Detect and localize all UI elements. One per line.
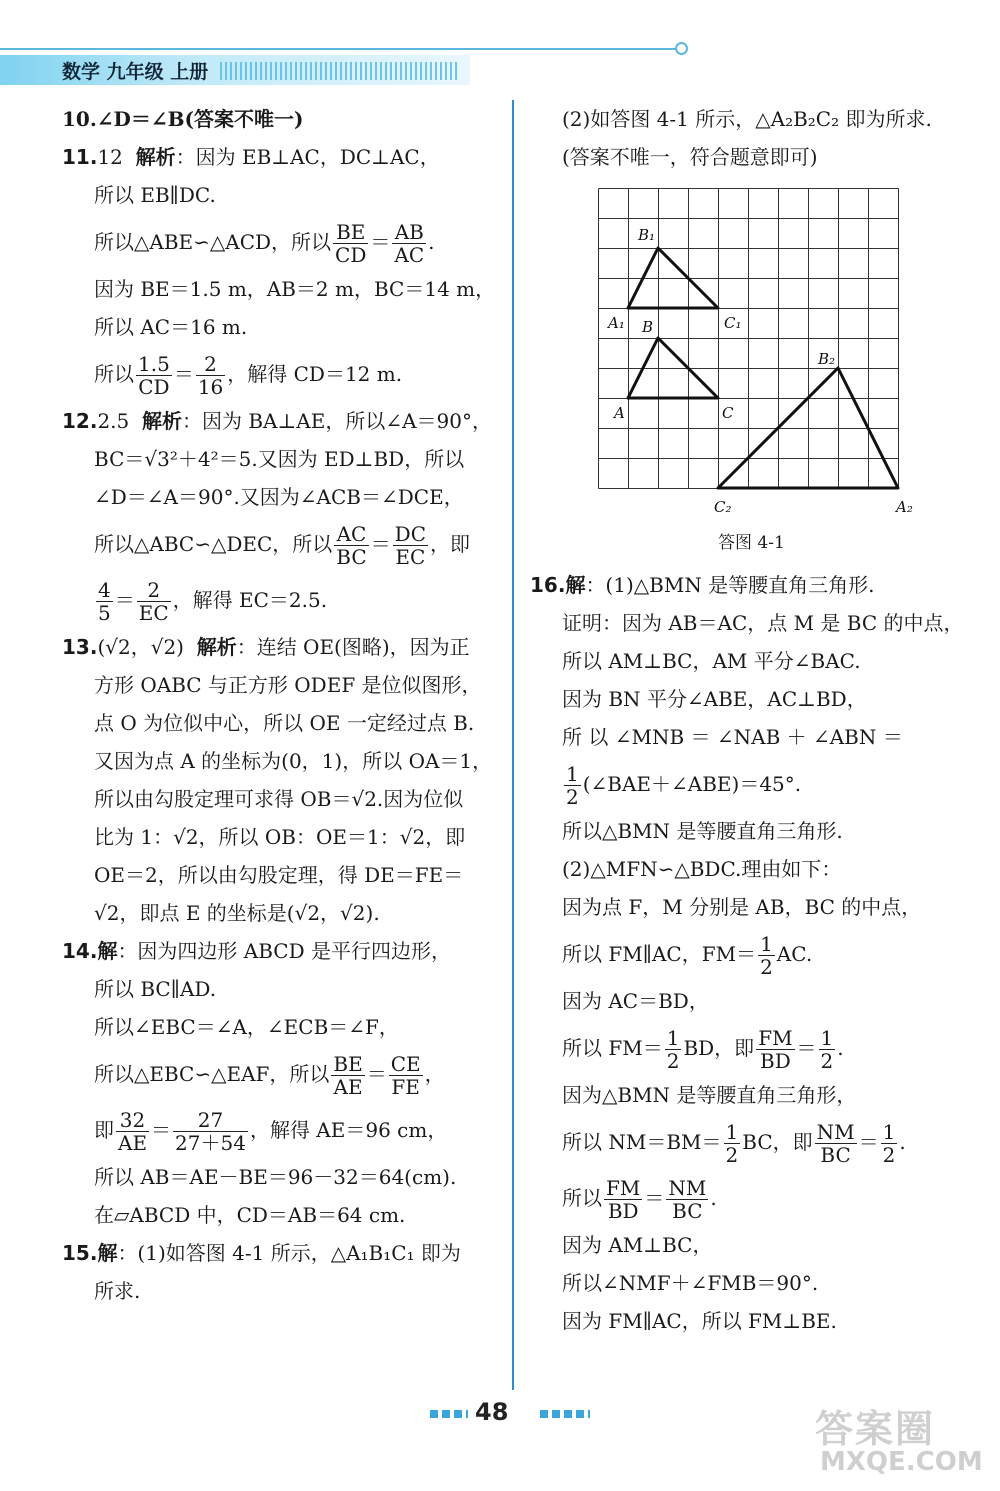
text-line: 所以 AB＝AE－BE＝96－32＝64(cm). (94, 1165, 457, 1189)
fraction: $\frac{1}{2}$ (820, 1026, 834, 1073)
text-line: 因为 AM⊥BC， (562, 1233, 713, 1257)
text-line: ∠D＝∠A＝90°.又因为∠ACB＝∠DCE， (94, 485, 464, 509)
text-line: 所 以 ∠MNB ＝ ∠NAB ＋ ∠ABN ＝ (562, 725, 903, 749)
label-c1: C₁ (724, 314, 742, 332)
text-line: 点 O 为位似中心，所以 OE 一定经过点 B. (94, 711, 475, 735)
header-rule (0, 48, 680, 50)
watermark-logo: 答案圈 (815, 1407, 936, 1451)
column-divider (512, 100, 514, 1390)
text-line-fraction: $\frac{4}{5}$ ＝ $\frac{2}{EC}$ ，解得 EC＝2.5. (98, 578, 328, 625)
answer-15: 15.解：(1)如答图 4-1 所示，△A₁B₁C₁ 即为 (62, 1241, 461, 1265)
page-number: 48 (475, 1398, 509, 1426)
text-line: (答案不唯一，符合题意即可) (562, 145, 818, 169)
text-line-fraction: 所以△EBC∽△EAF，所以 $\frac{BE}{AE}$ ＝ $\frac{CE}{FE}$ ， (94, 1052, 445, 1099)
watermark-url: MXQE.COM (820, 1447, 983, 1477)
fraction: $\frac{NM}{BC}$ (668, 1176, 707, 1223)
text-line: BC＝√3²＋4²＝5.又因为 ED⊥BD，所以 (94, 447, 465, 471)
text-line-fraction: 所以 $\frac{FM}{BD}$ ＝ $\frac{NM}{BC}$ . (562, 1176, 717, 1223)
figure-caption: 答图 4-1 (718, 533, 785, 553)
grid-figure (598, 188, 938, 532)
fraction: $\frac{1}{2}$ (760, 932, 773, 979)
label-b1: B₁ (638, 226, 656, 244)
text-line-fraction: 所以 NM＝BM＝ $\frac{1}{2}$ BC，即 $\frac{NM}{BC}$ ＝ $\frac{1}{2}$ . (562, 1120, 906, 1167)
fraction: $\frac{1}{2}$ (882, 1120, 896, 1167)
text-line: 因为 FM∥AC，所以 FM⊥BE. (562, 1309, 837, 1333)
header-rule-end-dot (675, 42, 688, 55)
answer-12: 12.2.5 解析：因为 BA⊥AE，所以∠A＝90°， (62, 409, 492, 433)
text-line-fraction: 所以 FM＝ $\frac{1}{2}$ BD，即 $\frac{FM}{BD}$ ＝ $\frac{1}{2}$ . (562, 1026, 844, 1073)
text-line: 所以 EB∥DC. (94, 183, 216, 207)
text-line: (2)△MFN∽△BDC.理由如下： (562, 857, 842, 881)
fraction: $\frac{CE}{FE}$ (390, 1052, 421, 1099)
label-a2: A₂ (896, 498, 913, 516)
label-a1: A₁ (608, 314, 625, 332)
text-line-fraction: 所以 FM∥AC，FM＝ $\frac{1}{2}$ AC. (562, 932, 813, 979)
label-a: A (614, 404, 625, 422)
text-line: 在▱ABCD 中，CD＝AB＝64 cm. (94, 1203, 406, 1227)
fraction: $\frac{BE}{AE}$ (333, 1052, 363, 1099)
text-line-fraction: 所以△ABE∽△ACD，所以 $\frac{BE}{CD}$ ＝ $\frac{AB}{AC}$ . (94, 220, 435, 267)
answer-14: 14.解：因为四边形 ABCD 是平行四边形， (62, 939, 452, 963)
text-line: 所求. (94, 1279, 141, 1303)
text-line: (2)如答图 4-1 所示，△A₂B₂C₂ 即为所求. (562, 107, 932, 131)
text-line-fraction: 即 $\frac{32}{AE}$ ＝ $\frac{27}{27+54}$ ，解得 AE＝96 cm， (94, 1108, 448, 1155)
text-line: OE＝2，所以由勾股定理，得 DE＝FE＝ (94, 863, 464, 887)
text-line: 又因为点 A 的坐标为(0，1)，所以 OA＝1， (94, 749, 493, 773)
text-line: 所以 BC∥AD. (94, 977, 217, 1001)
header-stripes (220, 62, 460, 80)
fraction: $\frac{1}{2}$ (566, 762, 579, 809)
text-line: 因为 BN 平分∠ABE，AC⊥BD， (562, 687, 867, 711)
footer-decoration-left (430, 1410, 468, 1418)
fraction: $\frac{1.5}{CD}$ (138, 352, 170, 399)
answer-13: 13.(√2，√2) 解析：连结 OE(图略)，因为正 (62, 635, 470, 659)
text-line: 所以 AC＝16 m. (94, 315, 248, 339)
fraction: $\frac{DC}{EC}$ (394, 522, 426, 569)
fraction: $\frac{AC}{BC}$ (336, 522, 367, 569)
text-line: 所以∠NMF＋∠FMB＝90°. (562, 1271, 819, 1295)
footer-decoration-right (540, 1410, 590, 1418)
text-line: 所以由勾股定理可求得 OB＝√2.因为位似 (94, 787, 464, 811)
text-line: 因为点 F，M 分别是 AB，BC 的中点， (562, 895, 922, 919)
fraction: $\frac{2}{EC}$ (138, 578, 169, 625)
right-column-bottom (530, 566, 980, 1340)
text-line: 所以 AM⊥BC，AM 平分∠BAC. (562, 649, 861, 673)
label-b: B (642, 318, 654, 336)
fraction: $\frac{FM}{BD}$ (606, 1176, 641, 1223)
answer-11: 11.12 解析：因为 EB⊥AC，DC⊥AC， (62, 145, 440, 169)
fraction: $\frac{FM}{BD}$ (758, 1026, 793, 1073)
text-line: √2，即点 E 的坐标是(√2，√2). (94, 901, 380, 925)
text-line: 证明：因为 AB＝AC，点 M 是 BC 的中点， (562, 611, 964, 635)
grid-figure-svg (598, 188, 938, 528)
text-line: 所以∠EBC＝∠A，∠ECB＝∠F， (94, 1015, 399, 1039)
header-label: 数学 九年级 上册 (62, 61, 209, 83)
fraction: $\frac{1}{2}$ (725, 1120, 739, 1167)
answer-10: 10.∠D＝∠B(答案不唯一) (62, 107, 304, 131)
fraction: $\frac{NM}{BC}$ (816, 1120, 855, 1167)
text-line: 所以△BMN 是等腰直角三角形. (562, 819, 843, 843)
right-column-top (530, 100, 980, 176)
fraction: $\frac{4}{5}$ (98, 578, 111, 625)
label-c: C (722, 404, 734, 422)
text-line: 因为 BE＝1.5 m，AB＝2 m，BC＝14 m， (94, 277, 496, 301)
text-line: 方形 OABC 与正方形 ODEF 是位似图形， (94, 673, 482, 697)
left-column (62, 100, 502, 1310)
label-c2: C₂ (714, 498, 732, 516)
fraction: $\frac{27}{27+54}$ (175, 1108, 246, 1155)
fraction: $\frac{1}{2}$ (666, 1026, 680, 1073)
answer-16: 16.解：(1)△BMN 是等腰直角三角形. (530, 573, 875, 597)
text-line: 因为△BMN 是等腰直角三角形， (562, 1083, 857, 1107)
text-line-fraction: $\frac{1}{2}$ (∠BAE＋∠ABE)＝45°. (566, 762, 802, 809)
text-line-fraction: 所以 $\frac{1.5}{CD}$ ＝ $\frac{2}{16}$ ，解得 CD＝12 m. (94, 352, 403, 399)
text-line: 比为 1：√2，所以 OB：OE＝1：√2，即 (94, 825, 466, 849)
fraction: $\frac{BE}{CD}$ (335, 220, 367, 267)
text-line: 因为 AC＝BD， (562, 989, 709, 1013)
fraction: $\frac{32}{AE}$ (118, 1108, 148, 1155)
text-line-fraction: 所以△ABC∽△DEC，所以 $\frac{AC}{BC}$ ＝ $\frac{DC}{EC}$ ，即 (94, 522, 470, 569)
fraction: $\frac{AB}{AC}$ (394, 220, 425, 267)
fraction: $\frac{2}{16}$ (197, 352, 224, 399)
label-b2: B₂ (818, 350, 836, 368)
